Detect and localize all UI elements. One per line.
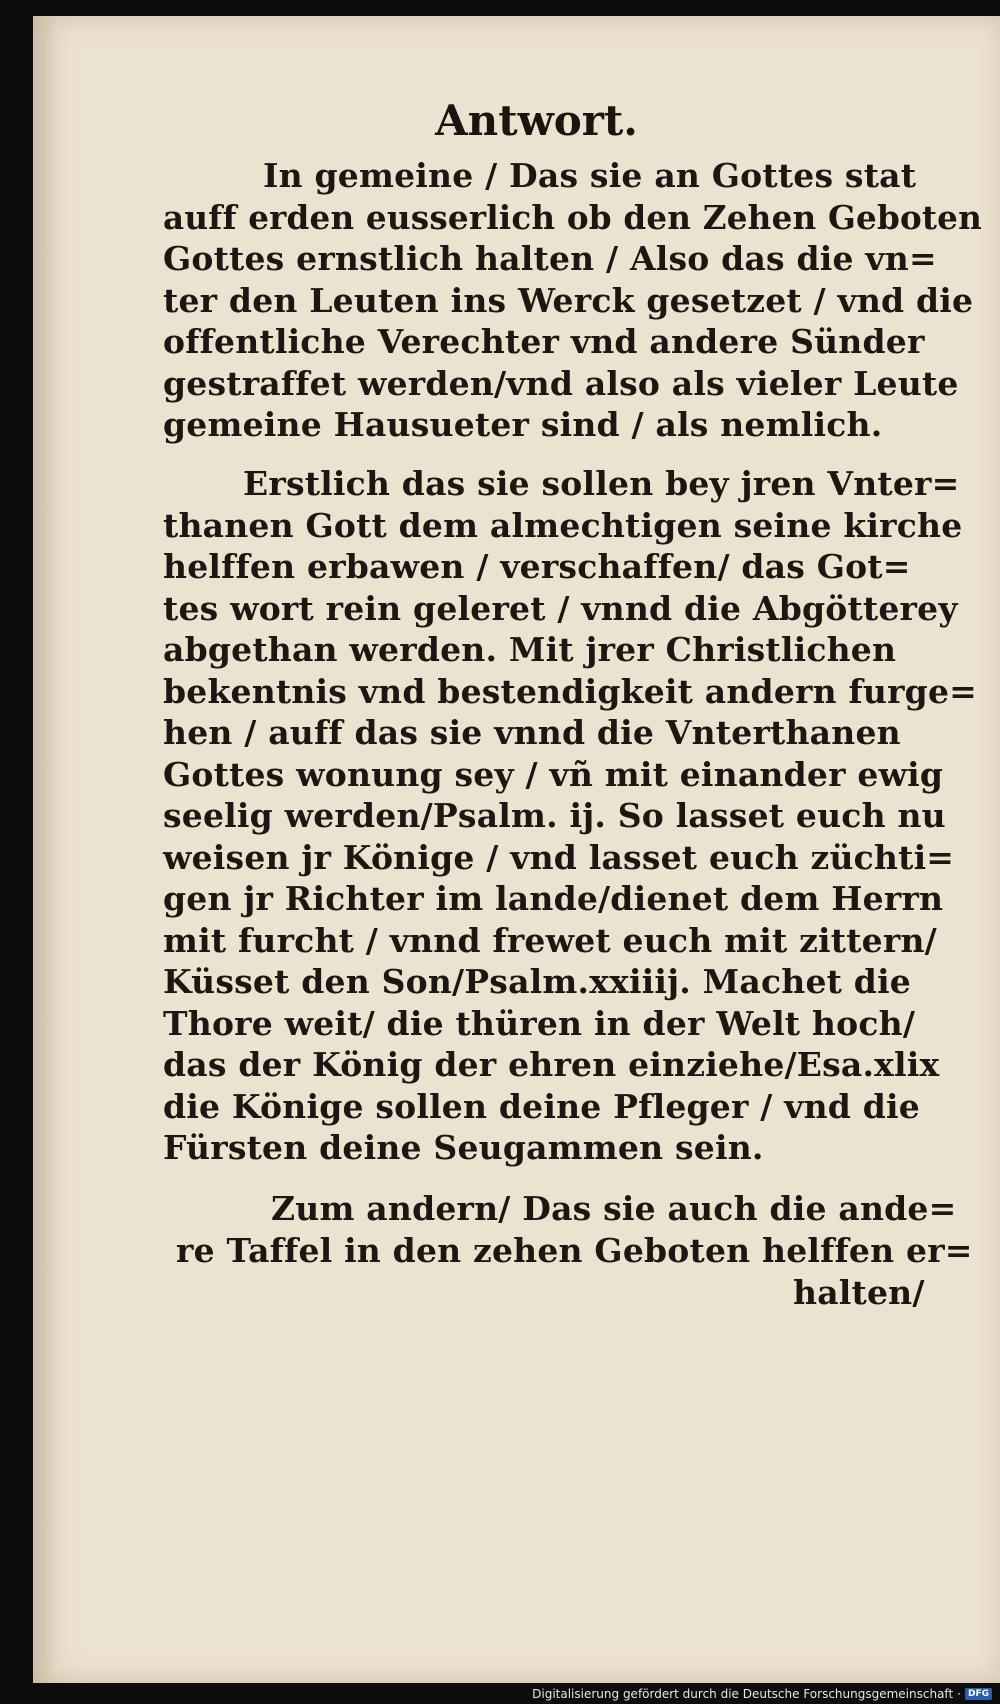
text-line: halten/: [793, 1273, 925, 1312]
dfg-logo-icon: DFG: [965, 1688, 992, 1700]
text-line: seelig werden/Psalm. ij. So lasset euch nu: [163, 796, 946, 835]
text-line: das der König der ehren einziehe/Esa.xlix: [163, 1045, 940, 1084]
text-line: Fürsten deine Seugammen sein.: [163, 1128, 764, 1167]
text-line: gen jr Richter im lande/dienet dem Herrn: [163, 879, 944, 918]
page-heading: Antwort.: [435, 96, 638, 145]
text-line: re Taffel in den zehen Geboten helffen er=: [176, 1231, 973, 1270]
text-line: In gemeine / Das sie an Gottes stat: [263, 156, 917, 195]
text-line: Gottes wonung sey / vñ mit einander ewig: [163, 754, 944, 794]
text-line: weisen jr Könige / vnd lasset euch züchti=: [163, 837, 955, 877]
text-line: mit furcht / vnnd frewet euch mit zittern/: [163, 920, 937, 960]
text-line: thanen Gott dem almechtigen seine kirche: [163, 505, 963, 545]
footer-credit-text: Digitalisierung gefördert durch die Deutsche Forschungsgemeinschaft: [532, 1687, 954, 1701]
text-line: Gottes ernstlich halten / Also das die vn=: [163, 239, 937, 278]
scanned-page: [33, 16, 1000, 1683]
text-line: ter den Leuten ins Werck gesetzet / vnd die: [163, 280, 974, 320]
text-line: abgethan werden. Mit jrer Christlichen: [163, 630, 897, 669]
text-line: Erstlich das sie sollen bey jren Vnter=: [243, 464, 960, 503]
text-line: tes wort rein geleret / vnnd die Abgötterey: [163, 588, 958, 628]
text-line: Zum andern/ Das sie auch die ande=: [271, 1189, 957, 1228]
text-line: gestraffet werden/vnd also als vieler Leute: [163, 363, 959, 403]
text-line: Küsset den Son/Psalm.xxiiij. Machet die: [163, 962, 911, 1001]
text-line: offentliche Verechter vnd andere Sünder: [163, 322, 925, 361]
text-line: auff erden eusserlich ob den Zehen Geboten: [163, 197, 982, 237]
text-line: bekentnis vnd bestendigkeit andern furge=: [163, 671, 977, 711]
footer-credit: Digitalisierung gefördert durch die Deutsche Forschungsgemeinschaft · DFG: [532, 1687, 992, 1701]
text-line: gemeine Hausueter sind / als nemlich.: [163, 405, 883, 444]
text-line: helffen erbawen / verschaffen/ das Got=: [163, 547, 911, 586]
text-line: Thore weit/ die thüren in der Welt hoch/: [163, 1003, 916, 1043]
text-line: hen / auff das sie vnnd die Vnterthanen: [163, 713, 901, 752]
text-line: die Könige sollen deine Pfleger / vnd die: [163, 1086, 920, 1126]
